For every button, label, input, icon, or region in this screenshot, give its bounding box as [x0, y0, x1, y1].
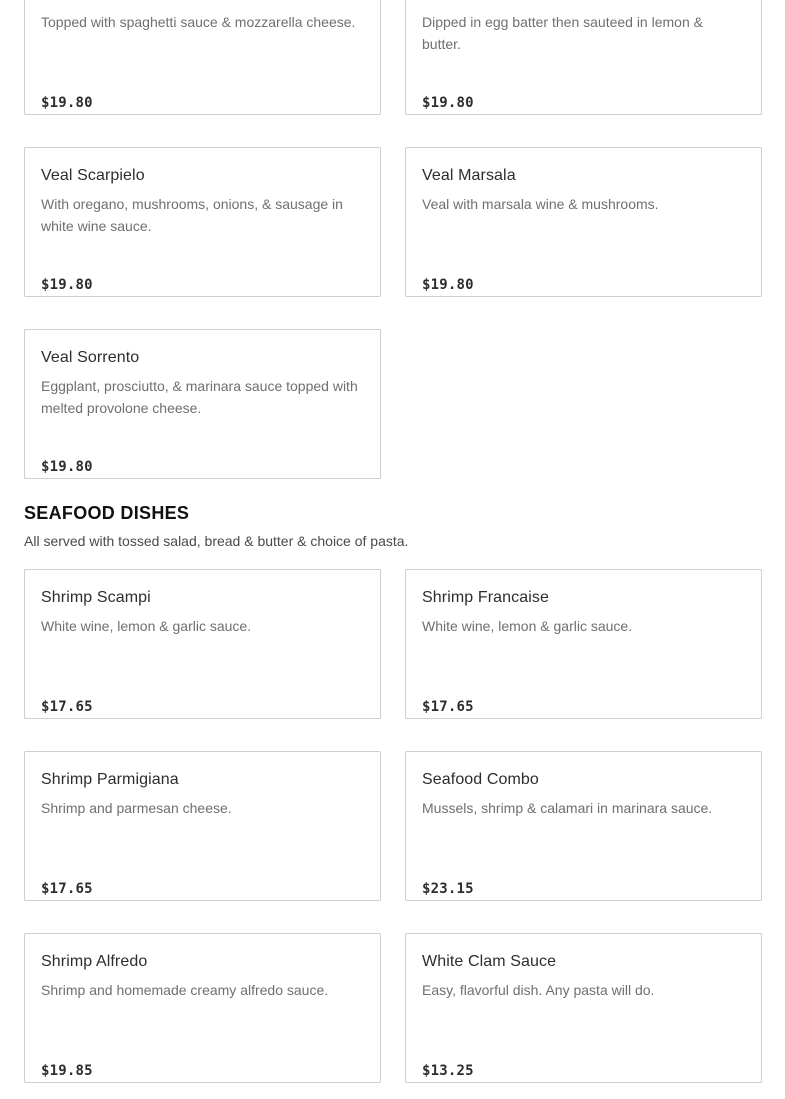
menu-item-card[interactable]: [24, 329, 381, 479]
menu-item-card[interactable]: [405, 569, 762, 719]
menu-item-description: Easy, flavorful dish. Any pasta will do.: [422, 982, 655, 998]
menu-item-price: $17.65: [41, 699, 93, 715]
menu-item-description: Shrimp and parmesan cheese.: [41, 800, 232, 816]
menu-item-description: Eggplant, prosciutto, & marinara sauce topped with melted provolone cheese.: [41, 378, 358, 416]
menu-item-card[interactable]: [24, 569, 381, 719]
menu-item-card[interactable]: [405, 147, 762, 297]
menu-item-price: $19.80: [422, 277, 474, 293]
menu-item-description: With oregano, mushrooms, onions, & sausage in white wine sauce.: [41, 196, 343, 234]
menu-item-description: Dipped in egg batter then sauteed in lemon & butter.: [422, 14, 703, 52]
menu-item-name: Veal Sorrento: [41, 349, 140, 366]
section-subtitle: All served with tossed salad, bread & butter & choice of pasta.: [24, 533, 409, 549]
menu-item-description: Shrimp and homemade creamy alfredo sauce.: [41, 982, 329, 998]
menu-item-name: Veal Marsala: [422, 167, 516, 184]
menu-item-price: $19.85: [41, 1063, 93, 1079]
menu-item-name: Shrimp Parmigiana: [41, 771, 179, 788]
menu-item-price: $13.25: [422, 1063, 474, 1079]
menu-item-price: $19.80: [41, 277, 93, 293]
menu-item-price: $17.65: [41, 881, 93, 897]
menu-item-price: $17.65: [422, 699, 474, 715]
menu-item-card[interactable]: [405, 933, 762, 1083]
section-title: SEAFOOD DISHES: [24, 503, 190, 523]
menu-item-card[interactable]: [24, 751, 381, 901]
menu-item-name: Seafood Combo: [422, 771, 539, 788]
menu-item-price: $19.80: [422, 95, 474, 111]
menu-item-description: Mussels, shrimp & calamari in marinara sauce.: [422, 800, 713, 816]
menu-item-card[interactable]: [405, 0, 762, 115]
menu-item-description: Topped with spaghetti sauce & mozzarella cheese.: [41, 14, 356, 30]
menu-item-description: White wine, lemon & garlic sauce.: [41, 618, 252, 634]
menu-item-card[interactable]: [24, 0, 381, 115]
menu-item-name: Shrimp Alfredo: [41, 953, 148, 970]
menu-item-card[interactable]: [24, 933, 381, 1083]
menu-item-description: Veal with marsala wine & mushrooms.: [422, 196, 659, 212]
menu-item-name: Veal Scarpielo: [41, 167, 145, 184]
menu-item-price: $19.80: [41, 95, 93, 111]
menu-item-name: Shrimp Scampi: [41, 589, 151, 606]
menu-item-card[interactable]: [405, 751, 762, 901]
menu-item-description: White wine, lemon & garlic sauce.: [422, 618, 633, 634]
menu-item-price: $19.80: [41, 459, 93, 475]
menu-item-card[interactable]: [24, 147, 381, 297]
menu-item-name: White Clam Sauce: [422, 953, 557, 970]
menu-item-price: $23.15: [422, 881, 474, 897]
menu-item-name: Shrimp Francaise: [422, 589, 549, 606]
